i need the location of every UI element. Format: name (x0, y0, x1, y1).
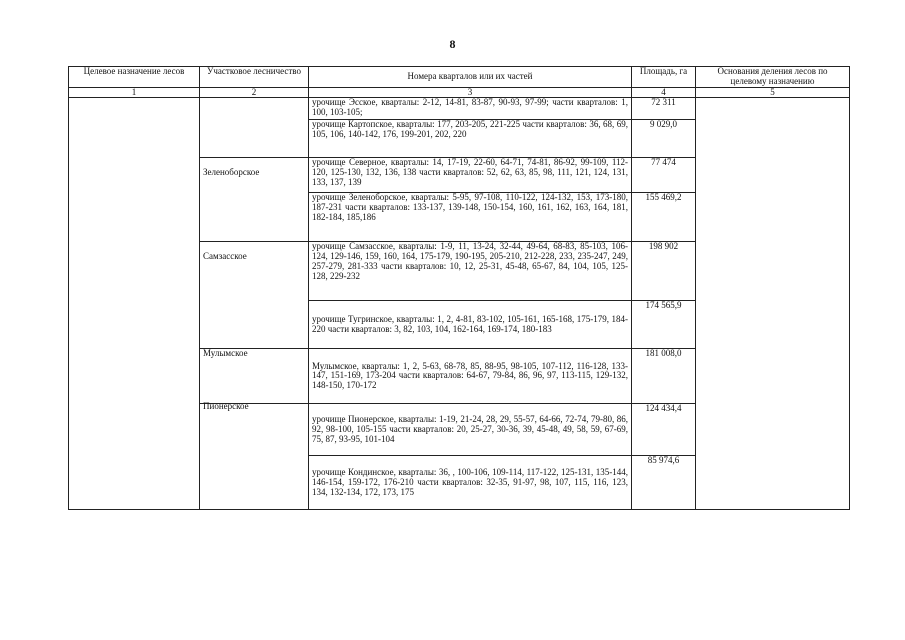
column-number: 3 (309, 87, 632, 98)
quarters-cell: Мулымское, кварталы: 1, 2, 5-63, 68-78, 85, 88-95, 98-105, 107-112, 116-128, 133-147, 151-169, 173-204 части кварталов: 64-67, 79-84, 86, 96, 97, 113-115, 129-132, 148-150, 170-172 (309, 349, 632, 404)
column-number: 1 (69, 87, 200, 98)
quarters-cell: урочище Пионерское, кварталы: 1-19, 21-24, 28, 29, 55-57, 64-66, 72-74, 79-80, 86, 92, 98-100, 105-155 части кварталов: 20, 25-27, 30-36, 39, 45-48, 49, 58, 59, 67-69, 75, 87, 93-95, 101-104 (309, 404, 632, 456)
forestry-cell (200, 98, 309, 158)
area-cell: 72 311 (632, 98, 696, 120)
column-number: 5 (696, 87, 850, 98)
area-cell: 198 902 (632, 242, 696, 301)
header-area: Площадь, га (632, 67, 696, 88)
purpose-cell (69, 98, 200, 510)
forestry-cell (200, 349, 309, 404)
quarters-cell: урочище Северное, кварталы: 14, 17-19, 22-60, 64-71, 74-81, 86-92, 99-109, 112-120, 125-130, 132, 136, 138 части кварталов: 52, 62, 63, 85, 98, 111, 121, 124, 131, 133, 137, 139 (309, 158, 632, 193)
column-number: 4 (632, 87, 696, 98)
forestry-cell (200, 242, 309, 349)
header-purpose: Целевое назначение лесов (69, 67, 200, 88)
area-cell: 85 974,6 (632, 456, 696, 510)
forestry-label: Мулымское (203, 348, 248, 359)
header-basis: Основания деления лесов по целевому назначению (696, 67, 850, 88)
table-row (69, 98, 850, 120)
forestry-label: Зеленоборское (203, 167, 260, 178)
quarters-cell: урочище Картопское, кварталы: 177, 203-205, 221-225 части кварталов: 36, 68, 69, 105, 106, 140-142, 176, 199-201, 202, 220 (309, 120, 632, 158)
area-cell: 77 474 (632, 158, 696, 193)
quarters-cell: урочище Тугринское, кварталы: 1, 2, 4-81, 83-102, 105-161, 165-168, 175-179, 184-220 части кварталов: 3, 82, 103, 104, 162-164, 169-174, 180-183 (309, 301, 632, 349)
page-number: 8 (449, 37, 456, 51)
forest-quarters-table (68, 66, 850, 510)
area-cell: 124 434,4 (632, 404, 696, 456)
quarters-cell: урочище Зеленоборское, кварталы: 5-95, 97-108, 110-122, 124-132, 153, 173-180, 187-231 части кварталов: 133-137, 139-148, 150-154, 160, 161, 162, 163, 164, 181, 182-184, 185,186 (309, 193, 632, 242)
quarters-cell: урочище Кондинское, кварталы: 36, , 100-106, 109-114, 117-122, 125-131, 135-144, 146-154, 159-172, 176-210 части кварталов: 32-35, 91-97, 98, 107, 115, 116, 123, 134, 132-134, 172, 173, 175 (309, 456, 632, 510)
column-number: 2 (200, 87, 309, 98)
forestry-cell (200, 158, 309, 242)
quarters-cell: урочище Эсское, кварталы: 2-12, 14-81, 83-87, 90-93, 97-99; части кварталов: 1, 100, 103-105; (309, 98, 632, 120)
forestry-cell (200, 401, 309, 510)
quarters-cell: урочище Самзасское, кварталы: 1-9, 11, 13-24, 32-44, 49-64, 68-83, 85-103, 106-124, 129-146, 159, 160, 164, 175-179, 190-195, 205-210, 212-228, 233, 235-247, 249, 257-279, 281-333 части кварталов: 10, 12, 25-31, 45-48, 65-67, 84, 104, 105, 125-128, 229-232 (309, 242, 632, 301)
header-forestry: Участковое лесничество (200, 67, 309, 88)
area-cell: 174 565,9 (632, 301, 696, 349)
column-number-row (69, 87, 850, 98)
forestry-label: Самзасское (203, 251, 247, 262)
forestry-label: Пионерское (203, 401, 249, 412)
header-quarters: Номера кварталов или их частей (309, 67, 632, 88)
header-row (69, 67, 850, 88)
area-cell: 181 008,0 (632, 349, 696, 404)
basis-cell (696, 98, 850, 510)
area-cell: 155 469,2 (632, 193, 696, 242)
area-cell: 9 029,0 (632, 120, 696, 158)
